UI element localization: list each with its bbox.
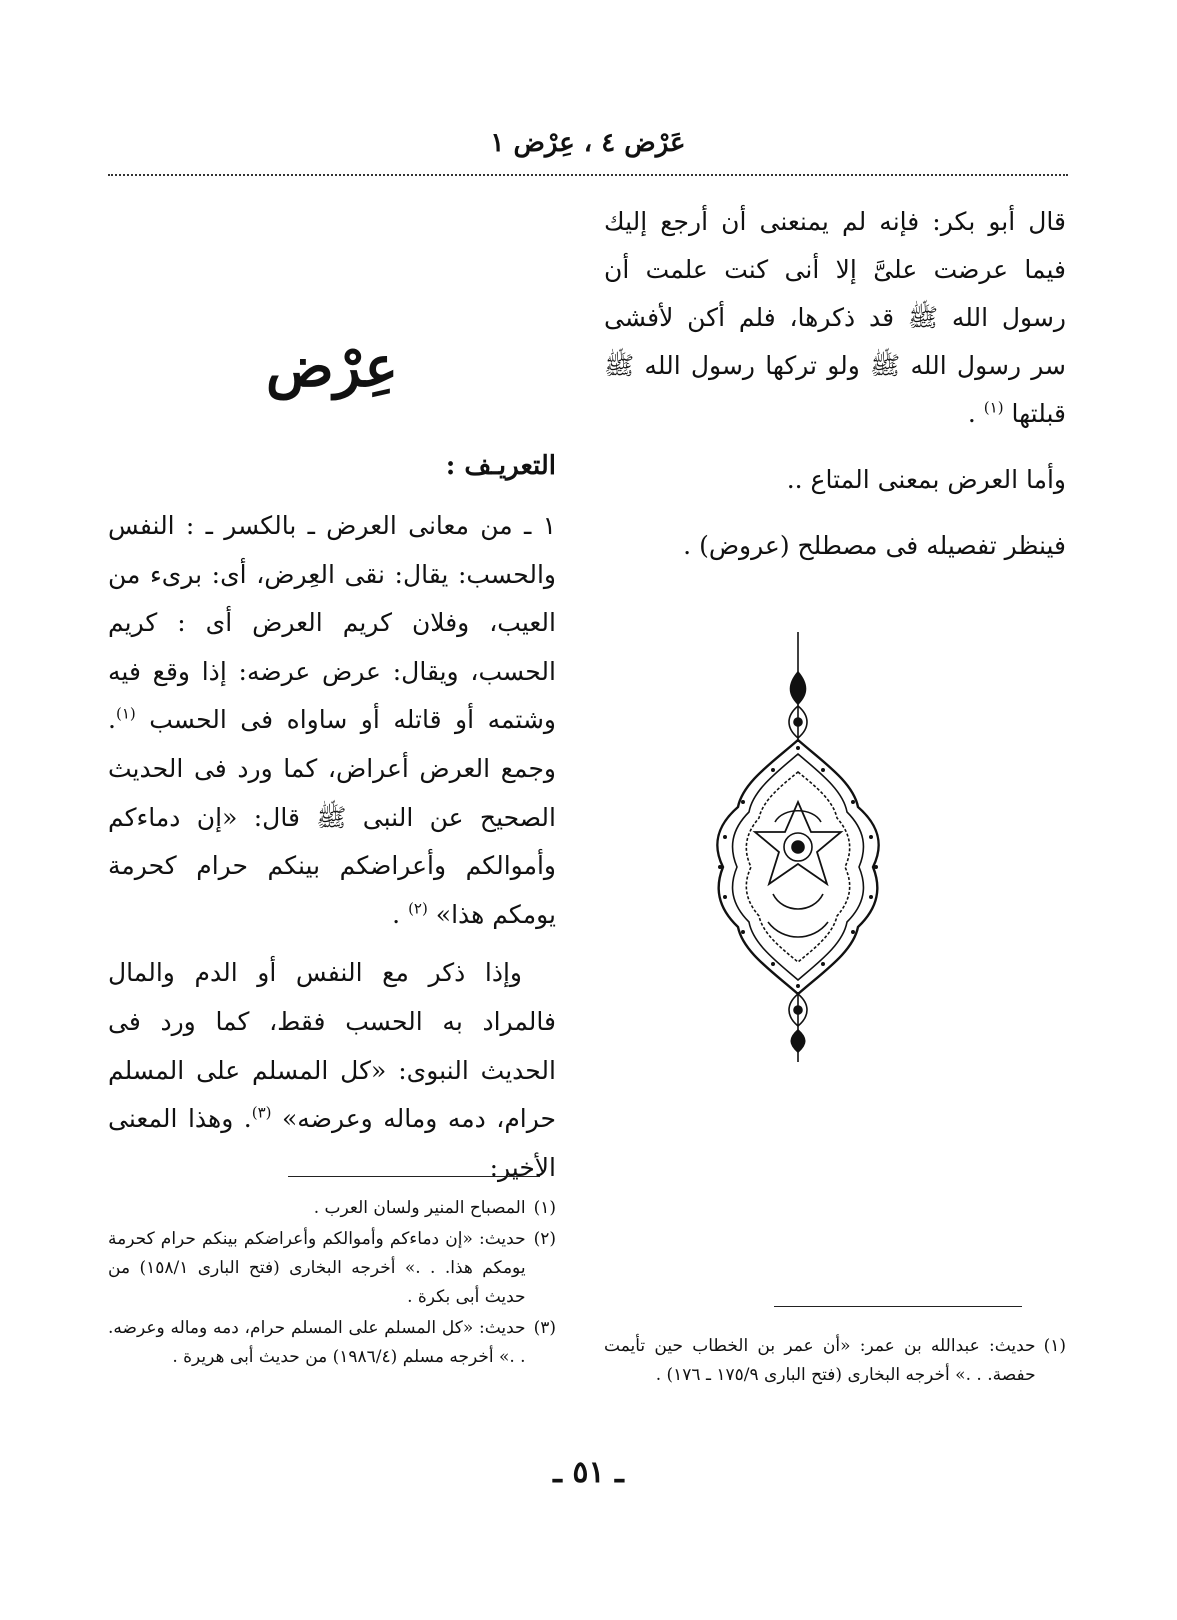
footnote-number: (١) (533, 1198, 556, 1218)
meaning-text-b: . وهذا المعنى الأخير: (108, 1104, 556, 1182)
arabesque-ornament-icon (713, 632, 883, 1062)
footnote-text: حديث: «إن دماءكم وأموالكم وأعراضكم بينكم حرام كحرمة يومكم هذا. . .» أخرجه البخارى (فتح البارى ١٥٨/١) من حديث أبى بكرة . (108, 1229, 526, 1307)
entry-heading: عِرْض (265, 334, 398, 400)
footnote-text: المصباح المنير ولسان العرب . (313, 1198, 526, 1218)
footnote-text: حديث: «كل المسلم على المسلم حرام، دمه وماله وعرضه. . .» أخرجه مسلم (١٩٨٦/٤) من حديث أبى هريرة . (108, 1318, 526, 1367)
footnote-item (108, 1225, 556, 1312)
footnote-number: (٣) (533, 1318, 556, 1338)
footnote-item (108, 1314, 556, 1372)
footnote-item (604, 1332, 1066, 1390)
footnote-ref: (٢) (408, 899, 428, 918)
quote-text: قال أبو بكر: فإنه لم يمنعنى أن أرجع إليك فيما عرضت علىَّ إلا أنى كنت علمت أن رسول الله ﷺ قد ذكرها، فلم أكن لأفشى سر رسول الله ﷺ ولو تركها رسول الله ﷺ قبلتها (604, 207, 1066, 428)
meaning-paragraph (108, 949, 556, 1192)
paragraph-see-also: فينظر تفصيله فى مصطلح (عروض) . (683, 531, 1066, 560)
footnote-item (108, 1194, 556, 1223)
quote-paragraph (604, 198, 1066, 438)
footnote-ref: (١) (115, 705, 136, 724)
footnote-rule-left (288, 1176, 540, 1177)
footnotes-right (604, 1332, 1066, 1392)
running-title: عَرْض ٤ ، عِرْض ١ (490, 128, 686, 158)
left-column (108, 292, 556, 1202)
footnote-ref: (١) (983, 398, 1004, 417)
page-number: ـ ٥١ ـ (553, 1455, 624, 1490)
definition-text-b: . وجمع العرض أعراض، كما ورد فى الحديث الصحيح عن النبى ﷺ قال: «إن دماءكم وأموالكم وأعراضكم بينكم حرام كحرمة يومكم هذا» (108, 705, 556, 929)
section-title: التعريـف : (445, 451, 556, 481)
footnote-number: (٢) (533, 1229, 556, 1249)
footnotes-left (108, 1194, 556, 1374)
definition-paragraph (108, 502, 556, 939)
right-column (604, 198, 1066, 588)
header-dotted-rule (108, 174, 1068, 176)
definition-text-c: . (392, 899, 409, 929)
footnote-number: (١) (1043, 1336, 1066, 1356)
footnote-rule-right (774, 1306, 1022, 1307)
definition-text-a: ١ ـ من معانى العرض ـ بالكسر ـ : النفس والحسب: يقال: نقى العِرض، أى: برىء من العيب، وفلان كريم العرض أى : كريم الحسب، ويقال: عرض عرضه: إذا وقع فيه وشتمه أو قاتله أو ساواه فى الحسب (108, 511, 556, 735)
meaning-text-a: وإذا ذكر مع النفس أو الدم والمال فالمراد به الحسب فقط، كما ورد فى الحديث النبوى: «كل المسلم على المسلم حرام، دمه وماله وعرضه» (108, 958, 556, 1134)
paragraph-merchandise: وأما العرض بمعنى المتاع .. (786, 465, 1066, 494)
footnote-ref: (٣) (251, 1103, 272, 1122)
quote-end: . (967, 399, 984, 428)
footnote-text: حديث: عبدالله بن عمر: «أن عمر بن الخطاب حين تأيمت حفصة. . .» أخرجه البخارى (فتح البارى ١٧٥/٩ ـ ١٧٦) . (604, 1336, 1036, 1385)
